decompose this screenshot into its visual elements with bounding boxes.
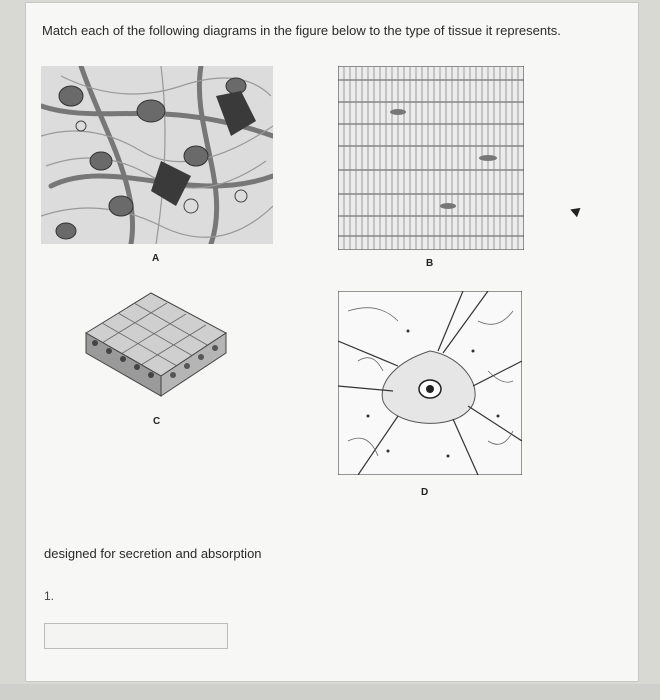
bottom-edge [0,684,660,700]
label-d: D [421,487,429,498]
label-c: C [153,416,161,427]
diagram-b-muscle-tissue [338,66,524,250]
diagram-c-epithelial-tissue [81,288,231,403]
label-a: A [152,253,160,264]
label-b: B [426,258,434,269]
answer-input[interactable] [44,623,228,649]
question-card [25,2,639,682]
question-prompt: Match each of the following diagrams in the figure below to the type of tissue it represents. [42,23,561,38]
match-statement: designed for secretion and absorption [44,546,262,561]
diagram-d-nervous-tissue [338,291,522,475]
diagram-a-connective-tissue [41,66,273,244]
question-number: 1. [44,589,55,603]
